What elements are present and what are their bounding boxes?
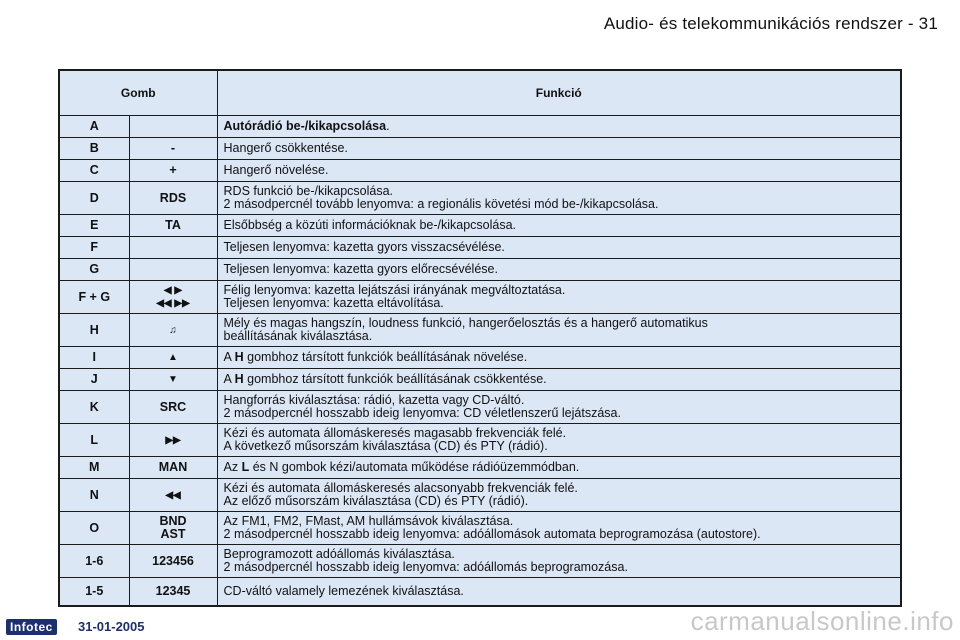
- description-text: RDS funkció be-/kikapcsolása.: [223, 184, 394, 198]
- table-row: [59, 369, 901, 391]
- button-key: J: [59, 369, 129, 391]
- button-symbol: -: [129, 138, 217, 160]
- function-table: [58, 69, 902, 607]
- function-description: [217, 182, 901, 215]
- table-row: [59, 138, 901, 160]
- button-symbol: ◀ ▶ ◀◀ ▶▶: [129, 281, 217, 314]
- button-symbol: RDS: [129, 182, 217, 215]
- description-line-2: 2 másodpercnél hosszabb ideig lenyomva: adóállomás beprogramozása.: [223, 560, 628, 574]
- description-line: [224, 351, 894, 364]
- table-row: [59, 479, 901, 512]
- button-symbol: ▲: [129, 347, 217, 369]
- button-key: H: [59, 314, 129, 347]
- button-key: C: [59, 160, 129, 182]
- button-key: G: [59, 259, 129, 281]
- table-row: [59, 160, 901, 182]
- button-key: M: [59, 457, 129, 479]
- description-line: [224, 585, 894, 598]
- button-key: O: [59, 512, 129, 545]
- description-line: [224, 373, 894, 386]
- button-symbol: ▼: [129, 369, 217, 391]
- button-symbol: [129, 259, 217, 281]
- column-header-function: Funkció: [217, 70, 901, 116]
- table-row: [59, 424, 901, 457]
- description-text: CD-váltó valamely lemezének kiválasztása.: [223, 583, 464, 598]
- description-text: Teljesen lenyomva: kazetta gyors előrecsévélése.: [223, 262, 498, 276]
- table-row: [59, 182, 901, 215]
- function-description: [217, 369, 901, 391]
- table-row: [59, 347, 901, 369]
- function-description: [217, 215, 901, 237]
- description-bold: Autórádió be-/kikapcsolása: [223, 119, 387, 133]
- description-text: Az: [223, 460, 242, 474]
- function-description: [217, 116, 901, 138]
- table-row: [59, 391, 901, 424]
- description-text: Elsőbbség a közúti információknak be-/kikapcsolása.: [223, 218, 517, 232]
- table-row: [59, 116, 901, 138]
- button-key: K: [59, 391, 129, 424]
- button-symbol: ◀◀: [129, 479, 217, 512]
- description-text: Mély és magas hangszín, loudness funkció, hangerőelosztás és a hangerő automatikus: [223, 316, 708, 330]
- button-key: 1-6: [59, 545, 129, 578]
- button-symbol: [129, 116, 217, 138]
- description-text-end: és N gombok kézi/automata működése rádióüzemmódban.: [249, 460, 580, 474]
- table-row: [59, 259, 901, 281]
- function-description: [217, 281, 901, 314]
- table-row: [59, 545, 901, 578]
- button-symbol: ▶▶: [129, 424, 217, 457]
- function-description: [217, 391, 901, 424]
- button-symbol: MAN: [129, 457, 217, 479]
- function-description: [217, 512, 901, 545]
- description-text: Kézi és automata állomáskeresés magasabb frekvenciák felé.: [223, 426, 567, 440]
- function-description: [217, 347, 901, 369]
- watermark: carmanualsonline.info: [690, 606, 954, 636]
- function-description: [217, 457, 901, 479]
- description-text-end: gombhoz társított funkciók beállításának csökkentése.: [243, 372, 547, 386]
- description-text: Hangerő csökkentése.: [223, 141, 348, 155]
- description-line-2: Az előző műsorszám kiválasztása (CD) és PTY (rádió).: [223, 494, 529, 508]
- button-key: I: [59, 347, 129, 369]
- description-line-2: Teljesen lenyomva: kazetta eltávolítása.: [223, 296, 444, 310]
- function-description: [217, 237, 901, 259]
- button-key: 1-5: [59, 578, 129, 606]
- button-symbol: +: [129, 160, 217, 182]
- function-description: [217, 138, 901, 160]
- button-symbol: BND AST: [129, 512, 217, 545]
- description-line-2: 2 másodpercnél hosszabb ideig lenyomva: CD véletlenszerű lejátszása.: [223, 406, 621, 420]
- description-text: Hangforrás kiválasztása: rádió, kazetta vagy CD-váltó.: [223, 393, 525, 407]
- button-key: L: [59, 424, 129, 457]
- function-description: [217, 578, 901, 606]
- function-description: [217, 314, 901, 347]
- description-line: [224, 120, 894, 133]
- description-line: [224, 461, 894, 474]
- function-description: [217, 259, 901, 281]
- button-symbol: SRC: [129, 391, 217, 424]
- button-key: N: [59, 479, 129, 512]
- description-line: [224, 241, 894, 254]
- description-bold: H: [234, 372, 244, 386]
- description-line: [224, 164, 894, 177]
- button-key: B: [59, 138, 129, 160]
- description-line: [224, 219, 894, 232]
- description-line: [224, 142, 894, 155]
- description-text: Hangerő növelése.: [223, 163, 329, 177]
- print-date: 31-01-2005: [78, 619, 145, 634]
- description-text: A: [223, 350, 235, 364]
- table-row: [59, 237, 901, 259]
- table-row: [59, 281, 901, 314]
- description-text: A: [223, 372, 235, 386]
- button-key: F + G: [59, 281, 129, 314]
- table-row: [59, 215, 901, 237]
- description-text: Beprogramozott adóállomás kiválasztása.: [223, 547, 455, 561]
- button-symbol: ♫: [129, 314, 217, 347]
- button-symbol: 123456: [129, 545, 217, 578]
- description-line: [224, 263, 894, 276]
- button-key: F: [59, 237, 129, 259]
- table-row: [59, 314, 901, 347]
- description-line-2: 2 másodpercnél hosszabb ideig lenyomva: adóállomások automata beprogramozása (autostore).: [223, 527, 761, 541]
- description-bold: H: [234, 350, 244, 364]
- description-text: Kézi és automata állomáskeresés alacsonyabb frekvenciák felé.: [223, 481, 578, 495]
- button-key: A: [59, 116, 129, 138]
- button-key: E: [59, 215, 129, 237]
- infotec-logo: Infotec: [6, 619, 57, 635]
- description-text: Teljesen lenyomva: kazetta gyors visszacsévélése.: [223, 240, 505, 254]
- button-symbol: 12345: [129, 578, 217, 606]
- description-text: Az FM1, FM2, FMast, AM hullámsávok kiválasztása.: [223, 514, 514, 528]
- column-header-button: Gomb: [59, 70, 217, 116]
- button-symbol: [129, 237, 217, 259]
- table-row: [59, 512, 901, 545]
- button-key: D: [59, 182, 129, 215]
- description-line-2: A következő műsorszám kiválasztása (CD) és PTY (rádió).: [223, 439, 548, 453]
- function-description: [217, 479, 901, 512]
- description-text: Félig lenyomva: kazetta lejátszási irányának megváltoztatása.: [223, 283, 566, 297]
- description-line-2: 2 másodpercnél tovább lenyomva: a regionális követési mód be-/kikapcsolása.: [223, 197, 659, 211]
- description-bold: L: [241, 460, 250, 474]
- function-description: [217, 545, 901, 578]
- table-row: [59, 578, 901, 606]
- description-text-end: .: [386, 119, 390, 133]
- function-description: [217, 424, 901, 457]
- description-line-2: beállításának kiválasztása.: [223, 329, 373, 343]
- page-title: Audio- és telekommunikációs rendszer - 31: [603, 14, 938, 33]
- function-description: [217, 160, 901, 182]
- table-row: [59, 457, 901, 479]
- button-symbol: TA: [129, 215, 217, 237]
- description-text-end: gombhoz társított funkciók beállításának növelése.: [243, 350, 528, 364]
